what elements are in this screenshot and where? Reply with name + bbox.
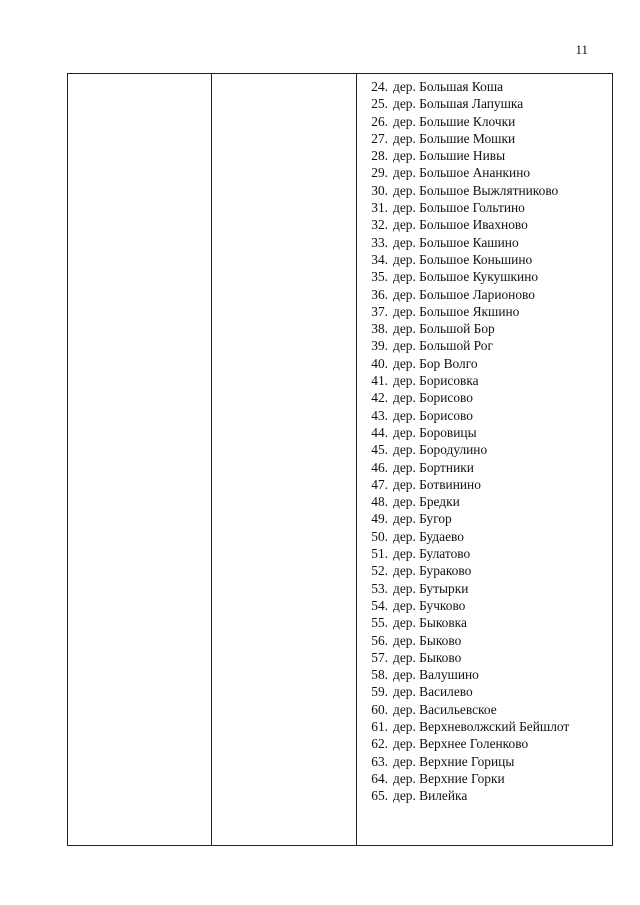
list-item-name: дер. Валушино	[393, 667, 479, 683]
list-item-name: дер. Большие Мошки	[393, 130, 516, 146]
list-item-name: дер. Бутырки	[393, 580, 469, 596]
list-item	[357, 234, 612, 251]
list-item-name: дер. Булатово	[393, 546, 471, 562]
list-item-number: 26.	[371, 113, 388, 129]
list-item-name: дер. Бортники	[393, 459, 474, 475]
list-item-name: дер. Большое Кашино	[393, 234, 519, 250]
list-item-number: 32.	[371, 217, 388, 233]
list-item	[357, 666, 612, 683]
settlements-list	[357, 74, 612, 845]
list-item-name: дер. Большое Коньшино	[393, 251, 533, 267]
list-item	[357, 476, 612, 493]
list-item-number: 48.	[371, 494, 388, 510]
list-item-number: 40.	[371, 355, 388, 371]
list-item-name: дер. Бор Волго	[393, 355, 478, 371]
list-item-number: 49.	[371, 511, 388, 527]
list-item-number: 25.	[371, 96, 388, 112]
list-item-name: дер. Васильевское	[393, 701, 497, 717]
list-item	[357, 545, 612, 562]
table-column-empty-1	[68, 74, 212, 845]
list-item-number: 55.	[371, 615, 388, 631]
list-item	[357, 614, 612, 631]
list-item-name: дер. Большое Ивахново	[393, 217, 528, 233]
list-item-name: дер. Большое Выжлятниково	[393, 182, 559, 198]
list-item-number: 42.	[371, 390, 388, 406]
list-item	[357, 199, 612, 216]
list-item	[357, 286, 612, 303]
list-item-name: дер. Бураково	[393, 563, 472, 579]
list-item	[357, 355, 612, 372]
list-item-number: 54.	[371, 597, 388, 613]
list-item-number: 34.	[371, 251, 388, 267]
list-item-number: 63.	[371, 753, 388, 769]
list-item-number: 43.	[371, 407, 388, 423]
list-item-name: дер. Большое Якшино	[393, 303, 520, 319]
list-item-number: 50.	[371, 528, 388, 544]
list-item-name: дер. Верхневолжский Бейшлот	[393, 718, 570, 734]
list-item	[357, 441, 612, 458]
list-item	[357, 528, 612, 545]
list-item	[357, 683, 612, 700]
list-item-number: 60.	[371, 701, 388, 717]
list-item	[357, 182, 612, 199]
list-item	[357, 424, 612, 441]
list-item-number: 38.	[371, 321, 388, 337]
list-item-name: дер. Борисовка	[393, 373, 479, 389]
list-item-number: 52.	[371, 563, 388, 579]
list-item-name: дер. Быково	[393, 632, 462, 648]
list-item-number: 39.	[371, 338, 388, 354]
list-item-number: 64.	[371, 770, 388, 786]
list-item-name: дер. Борисово	[393, 407, 473, 423]
list-item	[357, 337, 612, 354]
list-item-name: дер. Быково	[393, 649, 462, 665]
list-item	[357, 147, 612, 164]
list-item-name: дер. Большие Нивы	[393, 148, 506, 164]
list-item-name: дер. Боровицы	[393, 424, 477, 440]
list-item	[357, 597, 612, 614]
list-item-name: дер. Большой Рог	[393, 338, 493, 354]
list-item	[357, 701, 612, 718]
list-item	[357, 268, 612, 285]
table-column-empty-2	[212, 74, 357, 845]
list-item-name: дер. Борисово	[393, 390, 473, 406]
list-item-name: дер. Ботвинино	[393, 476, 481, 492]
list-item-number: 44.	[371, 424, 388, 440]
list-item	[357, 770, 612, 787]
list-item-number: 65.	[371, 788, 388, 804]
list-item	[357, 787, 612, 804]
list-item-name: дер. Бородулино	[393, 442, 488, 458]
list-item-name: дер. Большое Ларионово	[393, 286, 535, 302]
list-item	[357, 251, 612, 268]
list-item	[357, 389, 612, 406]
list-item	[357, 493, 612, 510]
list-item-name: дер. Большие Клочки	[393, 113, 516, 129]
list-item-name: дер. Будаево	[393, 528, 464, 544]
list-item	[357, 372, 612, 389]
list-item	[357, 303, 612, 320]
list-item	[357, 113, 612, 130]
list-item-number: 37.	[371, 303, 388, 319]
list-item-name: дер. Верхние Горки	[393, 770, 505, 786]
list-item-number: 53.	[371, 580, 388, 596]
list-item-number: 41.	[371, 373, 388, 389]
list-item	[357, 95, 612, 112]
list-item-number: 47.	[371, 476, 388, 492]
list-item	[357, 510, 612, 527]
list-item-number: 59.	[371, 684, 388, 700]
settlements-table	[67, 73, 613, 846]
list-item	[357, 649, 612, 666]
list-item-number: 61.	[371, 718, 388, 734]
list-item-name: дер. Большая Лапушка	[393, 96, 524, 112]
list-item	[357, 216, 612, 233]
list-item	[357, 753, 612, 770]
list-item	[357, 164, 612, 181]
list-item	[357, 632, 612, 649]
list-item-number: 31.	[371, 200, 388, 216]
list-item-number: 62.	[371, 736, 388, 752]
list-item-name: дер. Быковка	[393, 615, 467, 631]
list-item-number: 35.	[371, 269, 388, 285]
list-item-name: дер. Бугор	[393, 511, 452, 527]
list-item-number: 33.	[371, 234, 388, 250]
list-item-name: дер. Верхние Горицы	[393, 753, 515, 769]
list-item-number: 24.	[371, 79, 388, 94]
list-item-name: дер. Большое Гольтино	[393, 200, 525, 216]
list-item	[357, 320, 612, 337]
list-item-name: дер. Бредки	[393, 494, 460, 510]
list-item-name: дер. Василево	[393, 684, 473, 700]
list-item-number: 57.	[371, 649, 388, 665]
list-item	[357, 562, 612, 579]
list-item	[357, 459, 612, 476]
list-item	[357, 718, 612, 735]
list-item-number: 46.	[371, 459, 388, 475]
list-item-name: дер. Большое Кукушкино	[393, 269, 539, 285]
list-item-name: дер. Верхнее Голенково	[393, 736, 529, 752]
list-item-number: 28.	[371, 148, 388, 164]
list-item	[357, 735, 612, 752]
list-item-number: 27.	[371, 130, 388, 146]
list-item	[357, 130, 612, 147]
list-item	[357, 78, 612, 95]
list-item-number: 58.	[371, 667, 388, 683]
list-item	[357, 580, 612, 597]
list-item-name: дер. Большая Коша	[393, 79, 504, 94]
list-item-number: 51.	[371, 546, 388, 562]
list-item-name: дер. Большое Ананкино	[393, 165, 531, 181]
list-item-number: 30.	[371, 182, 388, 198]
list-item	[357, 407, 612, 424]
list-item-name: дер. Бучково	[393, 597, 466, 613]
list-item-number: 36.	[371, 286, 388, 302]
list-item-number: 45.	[371, 442, 388, 458]
page-number: 11	[575, 42, 588, 57]
list-item-number: 29.	[371, 165, 388, 181]
list-item-number: 56.	[371, 632, 388, 648]
list-item-name: дер. Вилейка	[393, 788, 468, 804]
list-item-name: дер. Большой Бор	[393, 321, 495, 337]
